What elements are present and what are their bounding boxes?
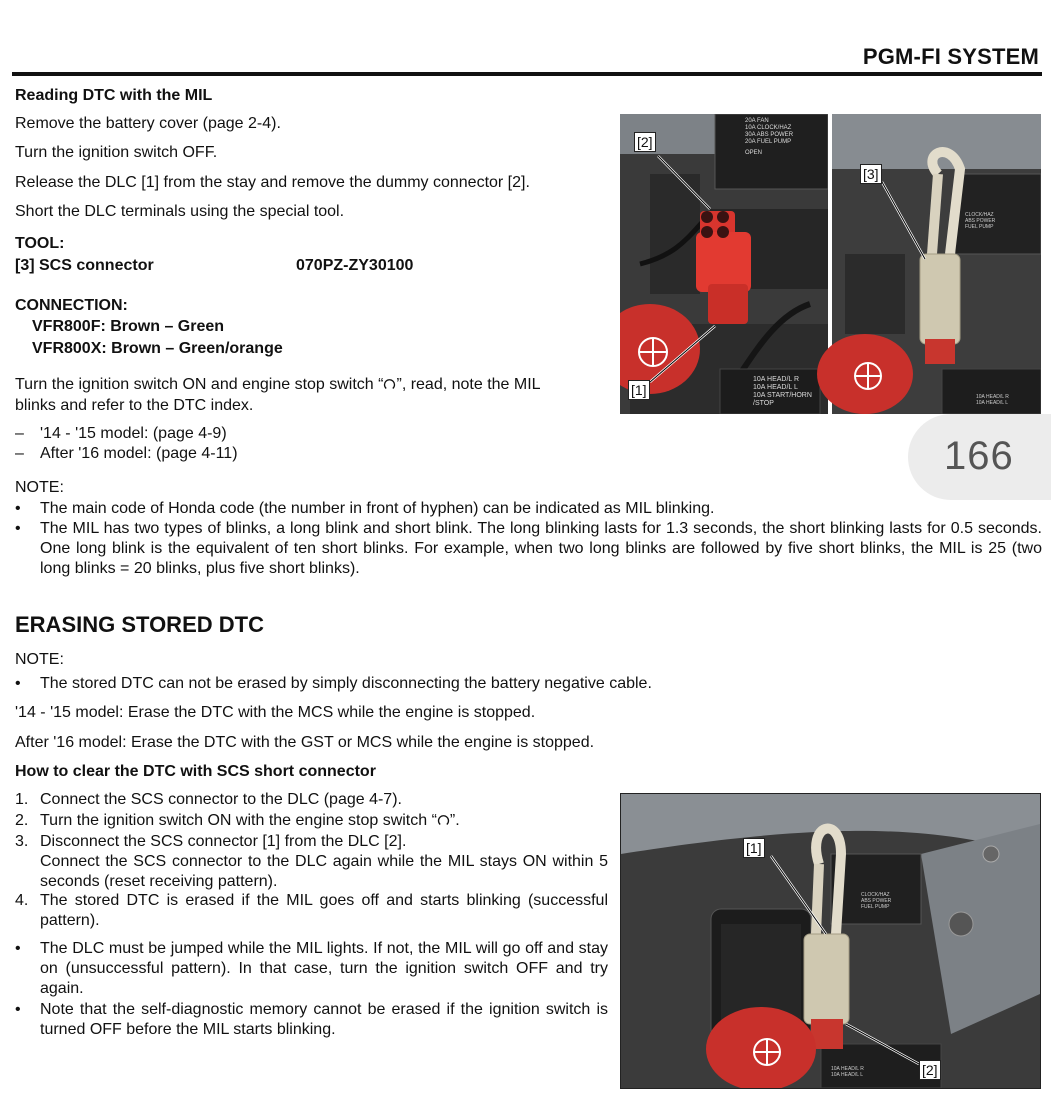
step-3: Disconnect the SCS connector [1] from the DLC [2]. — [40, 833, 407, 850]
model-dash: – — [15, 445, 24, 462]
reading-step-3: Release the DLC [1] from the stay and remove the dummy connector [2]. — [15, 174, 530, 191]
erasing-bullet-1: The DLC must be jumped while the MIL lights. If not, the MIL will go off and stay on (unsuccessful pattern). In that case, turn the ignition switch OFF and try again. — [40, 940, 608, 997]
erasing-note-label: NOTE: — [15, 651, 64, 668]
step-3-continued: Connect the SCS connector to the DLC again while the MIL stays ON within 5 seconds (reset receiving pattern). — [40, 853, 608, 890]
page-number: 166 — [944, 434, 1014, 478]
tool-name: [3] SCS connector — [15, 257, 154, 274]
fuse-label: 10A HEAD/L L — [831, 1072, 864, 1078]
connection-vfr800x: VFR800X: Brown – Green/orange — [32, 340, 283, 357]
fuse-label: 30A ABS POWER — [745, 132, 794, 138]
note-label: NOTE: — [15, 479, 64, 496]
fuse-label: 10A CLOCK/HAZ — [745, 125, 792, 131]
fuse-label: 20A FAN — [745, 118, 769, 124]
fuse-labels-top-right — [965, 212, 995, 230]
tool-label: TOOL: — [15, 235, 65, 252]
reading-step-1: Remove the battery cover (page 2-4). — [15, 115, 281, 132]
model-16: After '16 model: (page 4-11) — [40, 445, 238, 462]
note-2: The MIL has two types of blinks, a long blink and short blink. The long blinking lasts for 1.3 seconds, the short blinking lasts for 0.5 seconds. One long blink is the equivalent of ten short blinks. For example, when two long blinks are followed by five short blinks, the MIL is 25 (two long blinks = 20 blinks, plus five short blinks). — [40, 520, 1042, 577]
fuse-label: CLOCK/HAZ — [965, 212, 994, 218]
instruction-line-2: blinks and refer to the DTC index. — [15, 397, 254, 414]
step-2-text-b: ”. — [449, 812, 460, 829]
step-number: 2. — [15, 812, 29, 829]
fuse-open-label: OPEN — [745, 150, 763, 156]
erasing-title: ERASING STORED DTC — [15, 612, 264, 637]
bullet: • — [15, 500, 21, 517]
step-2 — [40, 811, 460, 831]
how-to-clear-heading: How to clear the DTC with SCS short connector — [15, 763, 376, 780]
erasing-note: The stored DTC can not be erased by simply disconnecting the battery negative cable. — [40, 675, 652, 692]
dlc-photo-figure — [620, 114, 1041, 414]
fuse-label: 10A START/HORN — [753, 392, 812, 399]
callout-2: [2] — [919, 1060, 941, 1080]
callout-1: [1] — [743, 838, 765, 858]
fuse-label: 20A FUEL PUMP — [745, 139, 792, 145]
reading-step-4: Short the DLC terminals using the special tool. — [15, 203, 345, 220]
fuse-label: /STOP — [753, 400, 774, 407]
fuse-label: FUEL PUMP — [861, 904, 890, 910]
fuse-labels-top — [861, 892, 891, 910]
connection-label: CONNECTION: — [15, 297, 128, 314]
fuse-labels-bottom — [831, 1066, 864, 1078]
fuse-label: 10A HEAD/L L — [753, 384, 798, 391]
fuse-label: 10A HEAD/L L — [976, 400, 1009, 406]
engine-photo-illustration — [620, 114, 1041, 414]
model-dash: – — [15, 425, 24, 442]
note-1: The main code of Honda code (the number in front of hyphen) can be indicated as MIL blinking. — [40, 500, 715, 517]
bullet: • — [15, 1001, 21, 1018]
fuse-labels-bottom-right — [976, 394, 1009, 406]
step-4: The stored DTC is erased if the MIL goes off and starts blinking (successful pattern). — [40, 892, 608, 929]
fuse-labels-bottom-left — [753, 376, 812, 408]
section-title: PGM-FI SYSTEM — [862, 44, 1039, 69]
bullet: • — [15, 675, 21, 692]
fuse-label: 10A HEAD/L R — [976, 394, 1009, 400]
step-2-text-a: Turn the ignition switch ON with the engine stop switch “ — [40, 812, 437, 829]
step-number: 3. — [15, 833, 29, 850]
erasing-model-14-15: '14 - '15 model: Erase the DTC with the MCS while the engine is stopped. — [15, 704, 536, 721]
fuse-label: ABS POWER — [861, 898, 892, 904]
callout-2: [2] — [634, 132, 656, 152]
stop-switch-run-icon — [383, 376, 396, 393]
header-rule — [12, 72, 1042, 76]
reading-heading: Reading DTC with the MIL — [15, 87, 213, 104]
fuse-label: 10A HEAD/L R — [831, 1066, 864, 1072]
callout-1: [1] — [628, 380, 650, 400]
fuse-label: ABS POWER — [965, 218, 996, 224]
bullet: • — [15, 520, 21, 537]
fuse-label: 10A HEAD/L R — [753, 376, 800, 383]
stop-switch-run-icon — [437, 812, 450, 829]
step-1: Connect the SCS connector to the DLC (page 4-7). — [40, 791, 402, 808]
bullet: • — [15, 940, 21, 957]
callout-3: [3] — [860, 164, 882, 184]
erasing-bullet-2: Note that the self-diagnostic memory cannot be erased if the ignition switch is turned OFF before the MIL starts blinking. — [40, 1001, 608, 1038]
tool-number: 070PZ-ZY30100 — [296, 257, 414, 274]
step-number: 1. — [15, 791, 29, 808]
scs-photo-figure — [620, 793, 1041, 1089]
fuse-label: CLOCK/HAZ — [861, 892, 890, 898]
step-number: 4. — [15, 892, 29, 909]
fuse-label: FUEL PUMP — [965, 224, 994, 230]
engine-photo-illustration — [621, 794, 1040, 1088]
model-14-15: '14 - '15 model: (page 4-9) — [40, 425, 227, 442]
instruction-line-1 — [15, 375, 541, 395]
instruction-text-a: Turn the ignition switch ON and engine stop switch “ — [15, 376, 384, 393]
reading-step-2: Turn the ignition switch OFF. — [15, 144, 218, 161]
fuse-labels-top-left — [745, 118, 793, 157]
erasing-model-16: After '16 model: Erase the DTC with the GST or MCS while the engine is stopped. — [15, 734, 595, 751]
connection-vfr800f: VFR800F: Brown – Green — [32, 318, 225, 335]
instruction-text-b: ”, read, note the MIL — [396, 376, 541, 393]
